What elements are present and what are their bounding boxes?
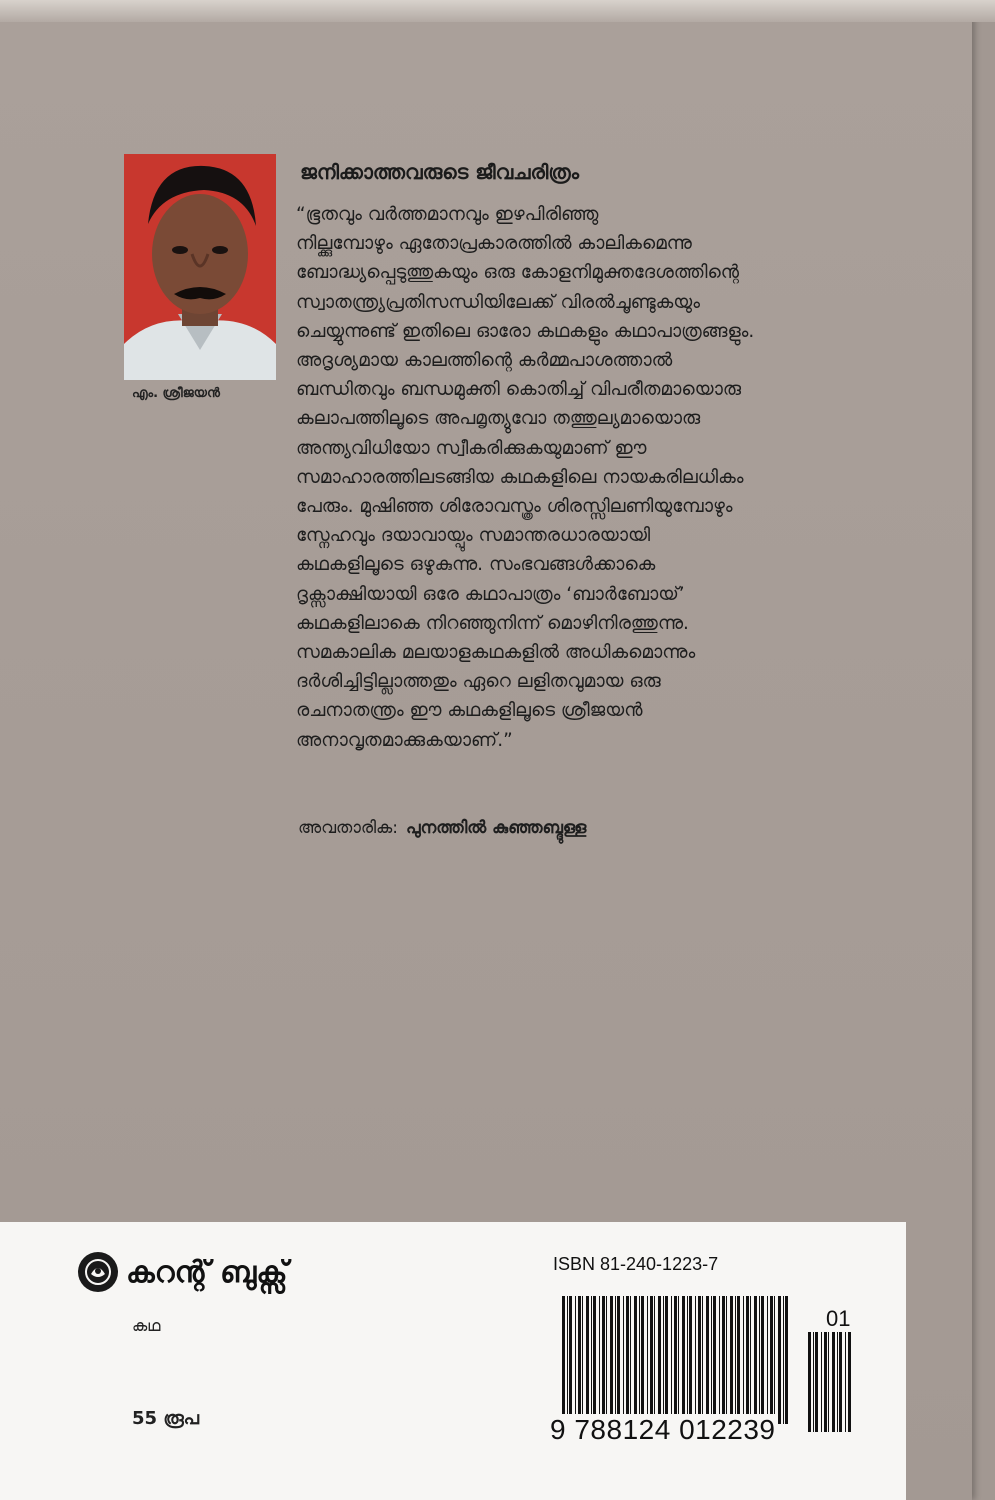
introduction-credit: [298, 818, 586, 838]
barcode-bar: [593, 1296, 596, 1424]
blurb-line: സമകാലിക മലയാളകഥകളിൽ അധികമൊന്നും: [296, 642, 696, 664]
barcode-bar: [689, 1296, 692, 1424]
publisher-name: കറന്റ് ബുക്സ്: [126, 1254, 288, 1290]
barcode-bar: [722, 1296, 725, 1424]
barcode-bar: [719, 1296, 720, 1424]
barcode-bar: [770, 1296, 773, 1424]
barcode-bar: [746, 1296, 749, 1424]
barcode-bar: [599, 1296, 600, 1424]
barcode-bar: [754, 1296, 757, 1424]
barcode-bar: [735, 1296, 736, 1424]
barcode-bar: [761, 1296, 764, 1424]
blurb-line: ദൃക്സാക്ഷിയായി ഒരേ കഥാപാത്രം ‘ബാർബോയ്’: [296, 583, 685, 605]
blurb-line: ബന്ധിതവും ബന്ധമുക്തി കൊതിച്ച് വിപരീതമായൊരു: [296, 379, 742, 401]
category-label: കഥ: [132, 1316, 161, 1335]
barcode-bar: [821, 1332, 822, 1432]
barcode-bar: [615, 1296, 616, 1424]
author-caption: എം. ശ്രീജയൻ: [132, 386, 220, 401]
barcode-bar: [706, 1296, 709, 1424]
barcode-bar: [713, 1296, 716, 1424]
price-label: 55 രൂപ: [132, 1408, 200, 1429]
barcode-bar: [759, 1296, 760, 1424]
blurb-line: അന്ത്യവിധിയോ സ്വീകരിക്കുകയുമാണ് ഈ: [296, 437, 647, 459]
barcode-bar: [630, 1296, 631, 1424]
cover-top-edge: [0, 0, 995, 22]
barcode-addon: [806, 1332, 860, 1432]
barcode-bar: [641, 1296, 644, 1424]
barcode-bar: [617, 1296, 620, 1424]
barcode-bar: [634, 1296, 637, 1424]
barcode-bar: [845, 1332, 846, 1432]
barcode-bar: [674, 1296, 677, 1424]
barcode-bar: [586, 1296, 589, 1424]
barcode-bar: [837, 1332, 838, 1432]
blurb-line: ചെയ്യുന്നുണ്ട് ഇതിലെ ഓരോ കഥകളും കഥാപാത്രങ്ങളും.: [296, 320, 755, 342]
blurb-line: ബോദ്ധ്യപ്പെടുത്തുകയും ഒരു കോളനിമുക്തദേശത്തിന്റെ: [296, 262, 740, 284]
author-photo: [124, 154, 276, 380]
barcode-bar: [774, 1296, 775, 1424]
barcode-bar: [778, 1296, 781, 1424]
barcode-bar: [737, 1296, 740, 1424]
barcode-bar: [663, 1296, 664, 1424]
barcode-bar: [726, 1296, 727, 1424]
barcode-bar: [582, 1296, 583, 1424]
barcode-bar: [602, 1296, 605, 1424]
barcode-bar: [647, 1296, 648, 1424]
barcode-bar: [639, 1296, 640, 1424]
barcode-bar: [606, 1296, 607, 1424]
barcode-bar: [839, 1332, 842, 1432]
barcode-bar: [682, 1296, 685, 1424]
barcode-bar: [824, 1332, 827, 1432]
barcode-bar: [575, 1296, 576, 1424]
barcode-bar: [654, 1296, 655, 1424]
barcode-bar: [785, 1296, 788, 1424]
barcode-bar: [808, 1332, 811, 1432]
blurb-line: അനാവൃതമാക്കുകയാണ്.”: [296, 729, 513, 751]
barcode-bar: [698, 1296, 701, 1424]
barcode-bar: [695, 1296, 696, 1424]
introduction-label: അവതാരിക:: [298, 818, 398, 838]
blurb-line: “ഭൂതവും വർത്തമാനവും ഇഴപിരിഞ്ഞു: [296, 204, 599, 225]
barcode-bar: [562, 1296, 565, 1424]
barcode-bar: [658, 1296, 661, 1424]
blurb-line: കഥകളിലൂടെ ഒഴുകുന്നു. സംഭവങ്ങൾക്കാകെ: [296, 554, 656, 576]
blurb-line: കലാപത്തിലൂടെ അപമൃത്യുവോ തത്തുല്യമായൊരു: [296, 408, 701, 430]
barcode-digits: 9 788124 012239: [550, 1414, 776, 1445]
barcode-bar: [848, 1332, 851, 1432]
barcode-bar: [623, 1296, 624, 1424]
barcode-bar: [767, 1296, 768, 1424]
book-title: ജനിക്കാത്തവരുടെ ജീവചരിത്രം: [300, 160, 579, 184]
barcode-bar: [626, 1296, 629, 1424]
barcode-bar: [750, 1296, 751, 1424]
isbn-label: ISBN 81-240-1223-7: [553, 1254, 719, 1274]
barcode-bar: [665, 1296, 668, 1424]
barcode-bar: [687, 1296, 688, 1424]
publisher-logo-icon: [78, 1252, 118, 1292]
blurb-line: നില്ക്കുമ്പോഴും ഏതോപ്രകാരത്തിൽ കാലികമെന്നു: [296, 233, 692, 255]
barcode-bar: [671, 1296, 672, 1424]
barcode-bar: [711, 1296, 712, 1424]
barcode-bar: [578, 1296, 581, 1424]
barcode-bar: [832, 1332, 835, 1432]
barcode-bar: [730, 1296, 733, 1424]
barcode-bar: [702, 1296, 703, 1424]
publisher: [78, 1252, 288, 1292]
blurb: [296, 200, 936, 755]
barcode-addon-code: 01: [826, 1306, 851, 1331]
barcode-bar: [567, 1296, 568, 1424]
barcode-bar: [743, 1296, 744, 1424]
blurb-line: സ്വാതന്ത്ര്യപ്രതിസന്ധിയിലേക്ക് വിരൽചൂണ്ടുകയും: [296, 291, 700, 313]
barcode-bar: [815, 1332, 818, 1432]
barcode-bar: [591, 1296, 592, 1424]
barcode-bar: [783, 1296, 784, 1424]
barcode-bar: [678, 1296, 679, 1424]
blurb-line: കഥകളിലാകെ നിറഞ്ഞുനിന്ന് മൊഴിനിരത്തുന്നു.: [296, 612, 689, 634]
introduction-author: പുനത്തിൽ കുഞ്ഞബ്ദുള്ള: [406, 818, 587, 838]
barcode-bar: [813, 1332, 814, 1432]
barcode: [560, 1296, 796, 1424]
barcode-bar: [828, 1332, 829, 1432]
barcode-bar: [569, 1296, 572, 1424]
barcode-bar: [650, 1296, 653, 1424]
barcode-bar: [610, 1296, 613, 1424]
blurb-line: സമാഹാരത്തിലടങ്ങിയ കഥകളിലെ നായകരിലധികം: [296, 466, 744, 488]
blurb-line: രചനാതന്ത്രം ഈ കഥകളിലൂടെ ശ്രീജയൻ: [296, 700, 643, 722]
blurb-line: ദർശിച്ചിട്ടില്ലാത്തതും ഏറെ ലളിതവുമായ ഒരു: [296, 671, 661, 693]
blurb-line: പേരും. മുഷിഞ്ഞ ശിരോവസ്ത്രം ശിരസ്സിലണിയുമ്പോഴും: [296, 496, 733, 518]
blurb-line: സ്നേഹവും ദയാവായ്പും സമാന്തരധാരയായി: [296, 525, 651, 547]
blurb-line: അദൃശ്യമായ കാലത്തിന്റെ കർമ്മപാശത്താൽ: [296, 350, 673, 372]
